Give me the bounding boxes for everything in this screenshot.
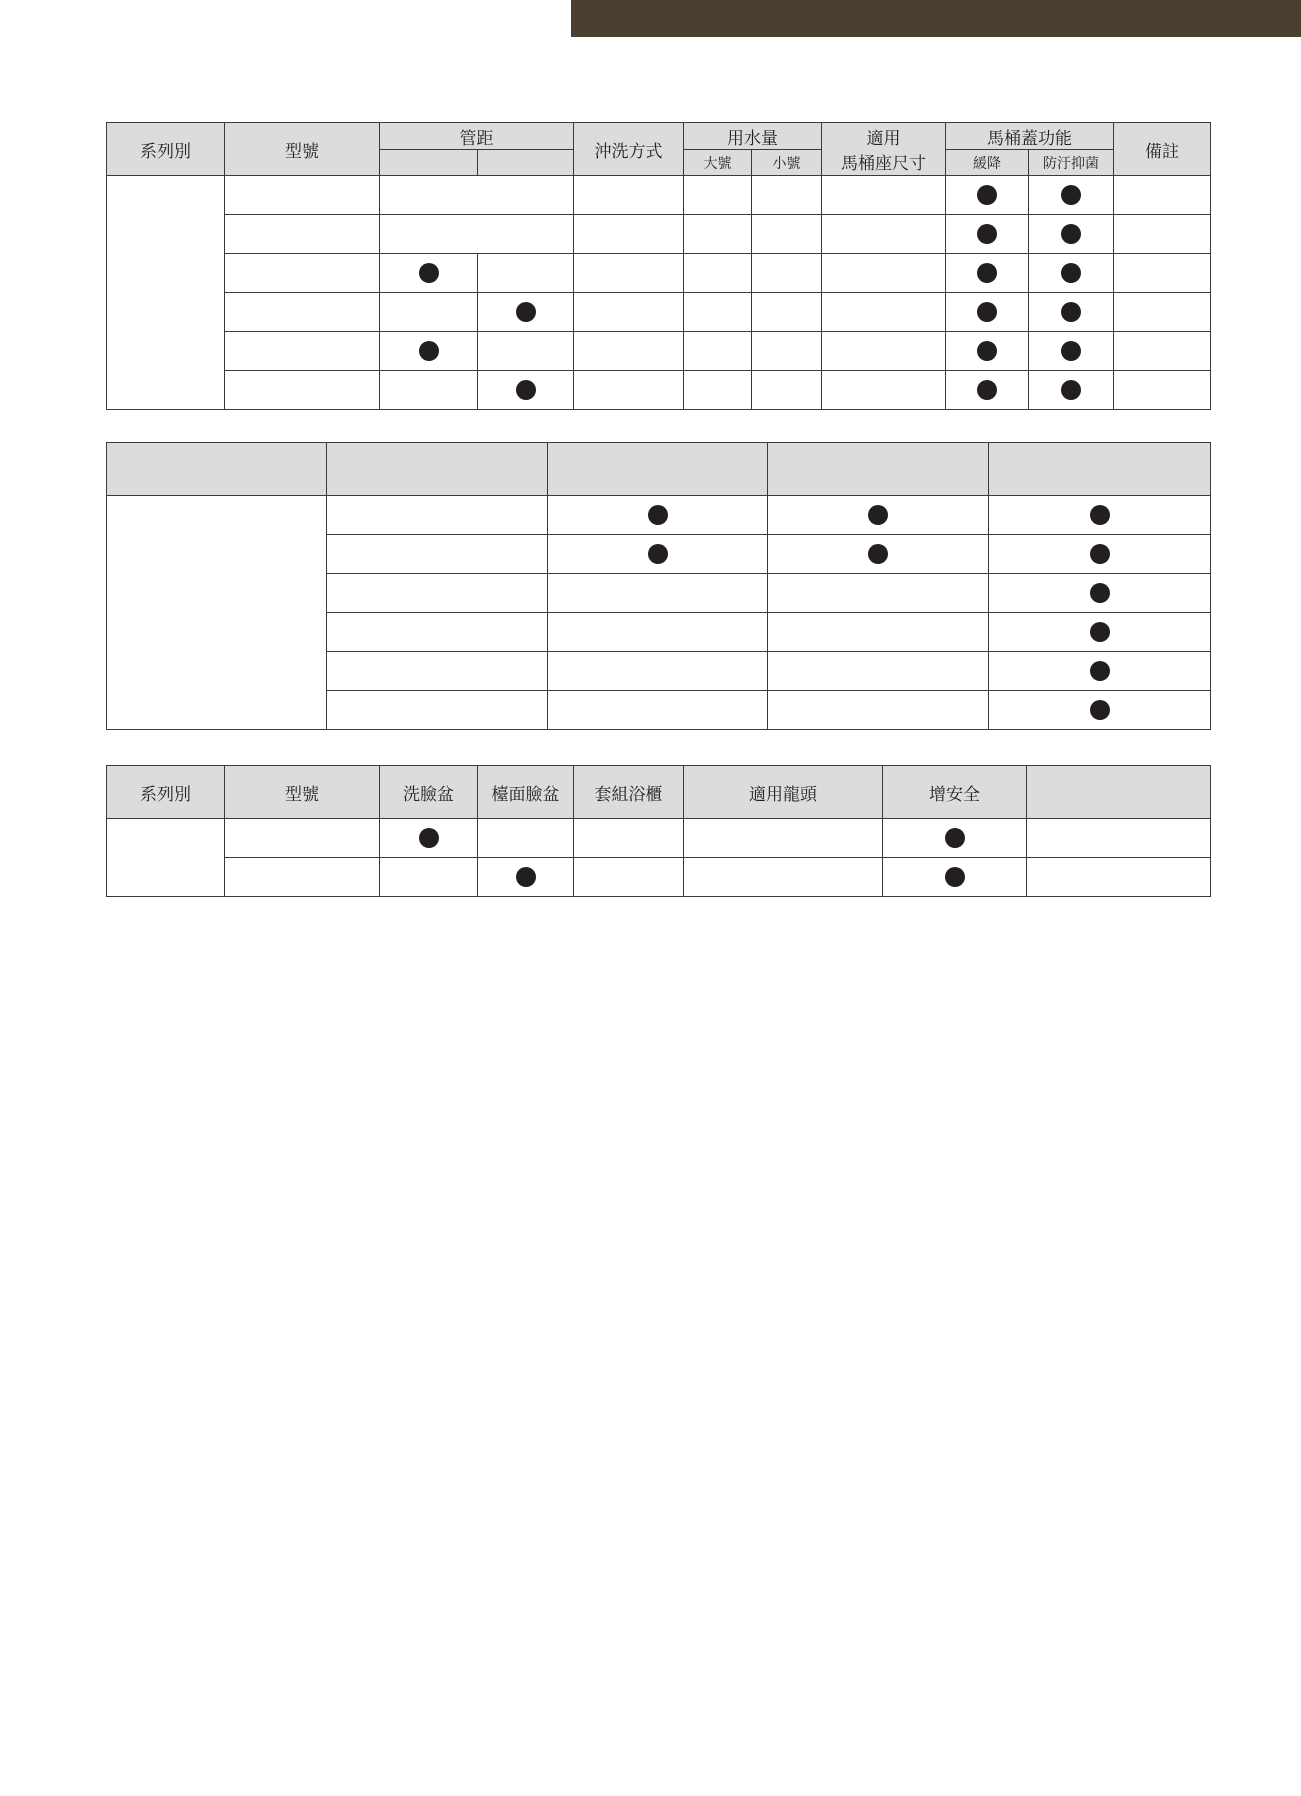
feature-3-cell: [989, 574, 1211, 613]
header-water-usage: 用水量: [684, 123, 822, 150]
faucet-cell: [684, 819, 883, 858]
remarks-cell: [1114, 371, 1211, 410]
top-header-bar: [571, 0, 1301, 37]
header-water-small: 小號: [752, 150, 822, 176]
seat-size-cell: [822, 293, 946, 332]
header-series: 系列別: [107, 123, 225, 176]
filled-dot-icon: [977, 185, 997, 205]
pipe-b-cell: [478, 293, 574, 332]
filled-dot-icon: [1090, 622, 1110, 642]
table2-header-2: [327, 443, 548, 496]
pipe-b-cell: [478, 332, 574, 371]
filled-dot-icon: [516, 867, 536, 887]
water-small-cell: [752, 215, 822, 254]
flush-method-cell: [574, 176, 684, 215]
filled-dot-icon: [1061, 185, 1081, 205]
table-row: [107, 176, 1211, 215]
table-row: [107, 254, 1211, 293]
faucet-cell: [684, 858, 883, 897]
filled-dot-icon: [1090, 583, 1110, 603]
table-row: [107, 819, 1211, 858]
feature-1-cell: [548, 613, 768, 652]
antibacterial-cell: [1029, 254, 1114, 293]
t3-header-vanity-set: 套組浴櫃: [574, 766, 684, 819]
filled-dot-icon: [868, 505, 888, 525]
filled-dot-icon: [419, 828, 439, 848]
toilet-spec-table: [106, 122, 1211, 410]
table-row: [107, 858, 1211, 897]
remarks-cell: [1114, 215, 1211, 254]
t3-header-washbasin: 洗臉盆: [380, 766, 478, 819]
table2-header-3: [548, 443, 768, 496]
antibacterial-cell: [1029, 371, 1114, 410]
flush-method-cell: [574, 215, 684, 254]
filled-dot-icon: [516, 302, 536, 322]
soft-close-cell: [946, 332, 1029, 371]
flush-method-cell: [574, 332, 684, 371]
remarks-cell: [1114, 332, 1211, 371]
feature-2-cell: [768, 574, 989, 613]
pipe-a-cell: [380, 371, 478, 410]
filled-dot-icon: [419, 263, 439, 283]
filled-dot-icon: [868, 544, 888, 564]
filled-dot-icon: [1090, 544, 1110, 564]
washbasin-cell: [380, 858, 478, 897]
table2-header-1: [107, 443, 327, 496]
filled-dot-icon: [1061, 302, 1081, 322]
counter-basin-cell: [478, 819, 574, 858]
series-cell: [107, 819, 225, 897]
water-small-cell: [752, 254, 822, 293]
water-small-cell: [752, 332, 822, 371]
header-flush-method: 沖洗方式: [574, 123, 684, 176]
filled-dot-icon: [1061, 263, 1081, 283]
header-seat-size: [822, 123, 946, 176]
t3-header-extra: [1027, 766, 1211, 819]
table-row: [107, 332, 1211, 371]
header-lid-function: 馬桶蓋功能: [946, 123, 1114, 150]
model-cell: [327, 496, 548, 535]
filled-dot-icon: [1061, 341, 1081, 361]
filled-dot-icon: [1090, 661, 1110, 681]
washbasin-cell: [380, 819, 478, 858]
table2-header-4: [768, 443, 989, 496]
feature-2-cell: [768, 652, 989, 691]
water-large-cell: [684, 215, 752, 254]
model-cell: [225, 254, 380, 293]
feature-2-cell: [768, 535, 989, 574]
seat-size-cell: [822, 176, 946, 215]
seat-size-cell: [822, 254, 946, 293]
header-seat-size-line1: 適用: [866, 129, 901, 149]
antibacterial-cell: [1029, 176, 1114, 215]
header-seat-size-line2: 馬桶座尺寸: [841, 154, 926, 174]
filled-dot-icon: [516, 380, 536, 400]
model-cell: [225, 215, 380, 254]
feature-2-cell: [768, 613, 989, 652]
extra-cell: [1027, 858, 1211, 897]
header-pipe-a: [380, 150, 478, 176]
seat-size-cell: [822, 371, 946, 410]
antibacterial-cell: [1029, 293, 1114, 332]
filled-dot-icon: [945, 828, 965, 848]
table-row: [107, 496, 1211, 535]
remarks-cell: [1114, 176, 1211, 215]
header-pipe-b: [478, 150, 574, 176]
soft-close-cell: [946, 254, 1029, 293]
feature-3-cell: [989, 691, 1211, 730]
pipe-a-cell: [380, 254, 478, 293]
model-cell: [327, 574, 548, 613]
flush-method-cell: [574, 254, 684, 293]
filled-dot-icon: [419, 341, 439, 361]
safety-cell: [883, 858, 1027, 897]
water-large-cell: [684, 332, 752, 371]
model-cell: [327, 691, 548, 730]
antibacterial-cell: [1029, 332, 1114, 371]
seat-size-cell: [822, 215, 946, 254]
header-antibacterial: 防汙抑菌: [1029, 150, 1114, 176]
table-row: [107, 293, 1211, 332]
seat-size-cell: [822, 332, 946, 371]
header-model: 型號: [225, 123, 380, 176]
series-cell: [107, 176, 225, 410]
t3-header-faucet: 適用龍頭: [684, 766, 883, 819]
vanity-set-cell: [574, 858, 684, 897]
soft-close-cell: [946, 215, 1029, 254]
safety-cell: [883, 819, 1027, 858]
filled-dot-icon: [1061, 380, 1081, 400]
model-cell: [327, 535, 548, 574]
soft-close-cell: [946, 293, 1029, 332]
filled-dot-icon: [1090, 505, 1110, 525]
table-row: [107, 371, 1211, 410]
filled-dot-icon: [977, 341, 997, 361]
feature-3-cell: [989, 535, 1211, 574]
filled-dot-icon: [977, 302, 997, 322]
t3-header-safety: 增安全: [883, 766, 1027, 819]
model-cell: [327, 613, 548, 652]
accessory-spec-table: [106, 442, 1211, 730]
t3-header-model: 型號: [225, 766, 380, 819]
table-row: [107, 215, 1211, 254]
flush-method-cell: [574, 371, 684, 410]
pipe-distance-cell: [380, 215, 574, 254]
basin-spec-table: [106, 765, 1211, 897]
flush-method-cell: [574, 293, 684, 332]
model-cell: [327, 652, 548, 691]
filled-dot-icon: [648, 505, 668, 525]
remarks-cell: [1114, 254, 1211, 293]
water-small-cell: [752, 371, 822, 410]
counter-basin-cell: [478, 858, 574, 897]
feature-3-cell: [989, 652, 1211, 691]
water-small-cell: [752, 293, 822, 332]
filled-dot-icon: [648, 544, 668, 564]
filled-dot-icon: [977, 380, 997, 400]
pipe-b-cell: [478, 371, 574, 410]
header-pipe-distance: 管距: [380, 123, 574, 150]
series-cell: [107, 496, 327, 730]
filled-dot-icon: [977, 263, 997, 283]
model-cell: [225, 858, 380, 897]
t3-header-counter-basin: 檯面臉盆: [478, 766, 574, 819]
header-water-large: 大號: [684, 150, 752, 176]
feature-1-cell: [548, 574, 768, 613]
water-large-cell: [684, 176, 752, 215]
pipe-distance-cell: [380, 176, 574, 215]
extra-cell: [1027, 819, 1211, 858]
antibacterial-cell: [1029, 215, 1114, 254]
model-cell: [225, 176, 380, 215]
remarks-cell: [1114, 293, 1211, 332]
filled-dot-icon: [1090, 700, 1110, 720]
water-large-cell: [684, 371, 752, 410]
filled-dot-icon: [1061, 224, 1081, 244]
feature-2-cell: [768, 691, 989, 730]
feature-3-cell: [989, 496, 1211, 535]
header-soft-close: 緩降: [946, 150, 1029, 176]
feature-3-cell: [989, 613, 1211, 652]
feature-1-cell: [548, 496, 768, 535]
filled-dot-icon: [945, 867, 965, 887]
model-cell: [225, 371, 380, 410]
water-large-cell: [684, 293, 752, 332]
pipe-a-cell: [380, 332, 478, 371]
water-small-cell: [752, 176, 822, 215]
soft-close-cell: [946, 176, 1029, 215]
feature-1-cell: [548, 691, 768, 730]
feature-2-cell: [768, 496, 989, 535]
filled-dot-icon: [977, 224, 997, 244]
soft-close-cell: [946, 371, 1029, 410]
table2-header-5: [989, 443, 1211, 496]
t3-header-series: 系列別: [107, 766, 225, 819]
header-remarks: 備註: [1114, 123, 1211, 176]
vanity-set-cell: [574, 819, 684, 858]
model-cell: [225, 293, 380, 332]
feature-1-cell: [548, 535, 768, 574]
pipe-a-cell: [380, 293, 478, 332]
water-large-cell: [684, 254, 752, 293]
model-cell: [225, 332, 380, 371]
model-cell: [225, 819, 380, 858]
feature-1-cell: [548, 652, 768, 691]
pipe-b-cell: [478, 254, 574, 293]
